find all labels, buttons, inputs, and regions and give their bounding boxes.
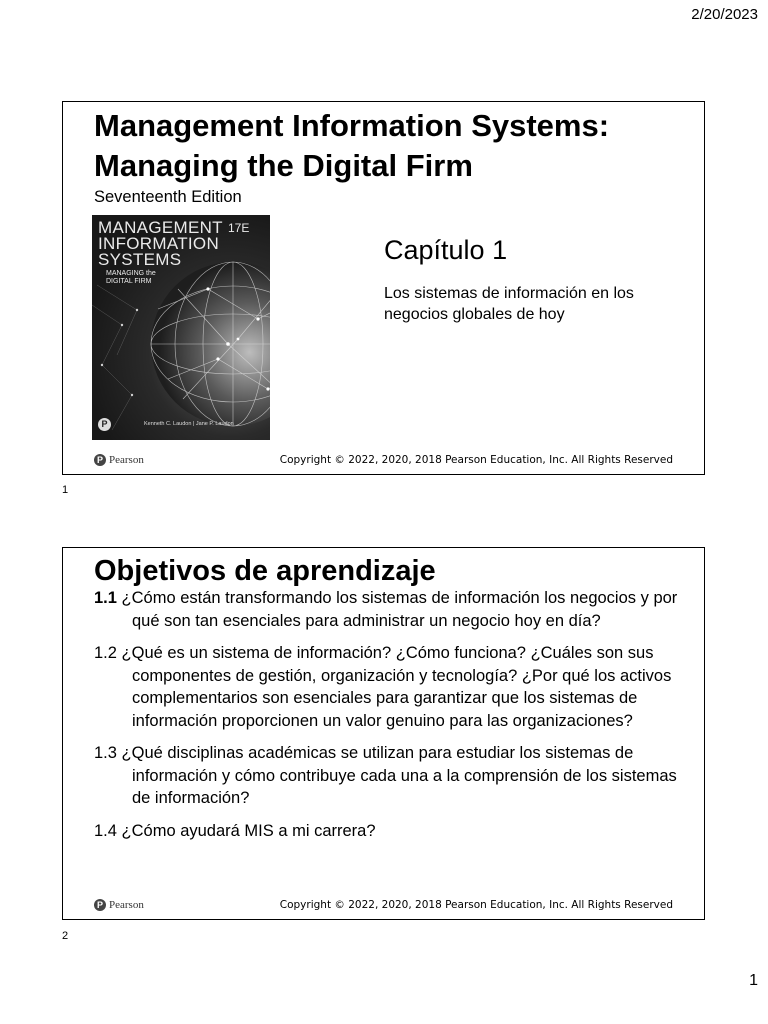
list-item (94, 742, 684, 810)
slide-number: 2 (62, 930, 69, 942)
objectives-list (94, 587, 684, 852)
cover-subtitle-line-1: MANAGING the (106, 270, 156, 277)
cover-subtitle-line-2: DIGITAL FIRM (106, 278, 152, 285)
page-number: 1 (749, 972, 758, 989)
edition-subtitle: Seventeenth Edition (94, 188, 242, 206)
pearson-footer-logo (94, 454, 144, 466)
slide-2 (62, 547, 705, 920)
chapter-description: Los sistemas de información en los negocios globales de hoy (384, 285, 634, 323)
title-line-1: Management Information Systems: (94, 108, 610, 143)
objective-text: ¿Cómo ayudará MIS a mi carrera? (121, 821, 376, 840)
cover-subtitle (106, 270, 156, 286)
pearson-logo-icon: P (94, 899, 106, 911)
slide-1 (62, 101, 705, 475)
book-cover-image (92, 215, 270, 440)
slide-1-title (94, 106, 609, 186)
pearson-logo-text: Pearson (109, 899, 144, 911)
chapter-title: Capítulo 1 (384, 235, 508, 265)
cover-edition: 17E (228, 221, 250, 235)
objective-number: 1.2 (94, 644, 117, 662)
objective-text: ¿Qué disciplinas académicas se utilizan para estudiar los sistemas de información y cómo contribuye cada una a la comprensión de los sistemas de información? (121, 744, 677, 807)
page-date: 2/20/2023 (691, 6, 758, 23)
list-item (94, 587, 684, 632)
list-item (94, 820, 684, 843)
pearson-logo-icon: P (94, 454, 106, 466)
slide-2-title: Objetivos de aprendizaje (94, 555, 436, 587)
list-item (94, 642, 684, 732)
objective-number: 1.4 (94, 821, 117, 840)
copyright-notice: Copyright © 2022, 2020, 2018 Pearson Education, Inc. All Rights Reserved (279, 454, 673, 466)
cover-title-line-1: MANAGEMENT (98, 218, 223, 237)
objective-text: ¿Qué es un sistema de información? ¿Cómo funciona? ¿Cuáles son sus componentes de gestión, organización y tecnología? ¿Por qué los activos complementarios son esenciales para garantizar que los sistemas de información proporcionen un valor genuino para las organizaciones? (121, 644, 672, 730)
cover-title-line-3: SYSTEMS (98, 250, 182, 269)
pearson-logo-icon: P (98, 418, 111, 431)
objective-number: 1.1 (94, 589, 117, 607)
objective-number: 1.3 (94, 744, 117, 762)
copyright-notice: Copyright © 2022, 2020, 2018 Pearson Education, Inc. All Rights Reserved (279, 899, 673, 911)
cover-title-line-2: INFORMATION (98, 234, 220, 253)
title-line-2: Managing the Digital Firm (94, 148, 473, 183)
objective-text: ¿Cómo están transformando los sistemas de información los negocios y por qué son tan esenciales para administrar un negocio hoy en día? (121, 589, 678, 630)
slide-number: 1 (62, 484, 69, 496)
pearson-logo-text: Pearson (109, 454, 144, 466)
cover-title (98, 220, 223, 268)
pearson-footer-logo (94, 899, 144, 911)
cover-authors: Kenneth C. Laudon | Jane P. Laudon (144, 421, 234, 427)
